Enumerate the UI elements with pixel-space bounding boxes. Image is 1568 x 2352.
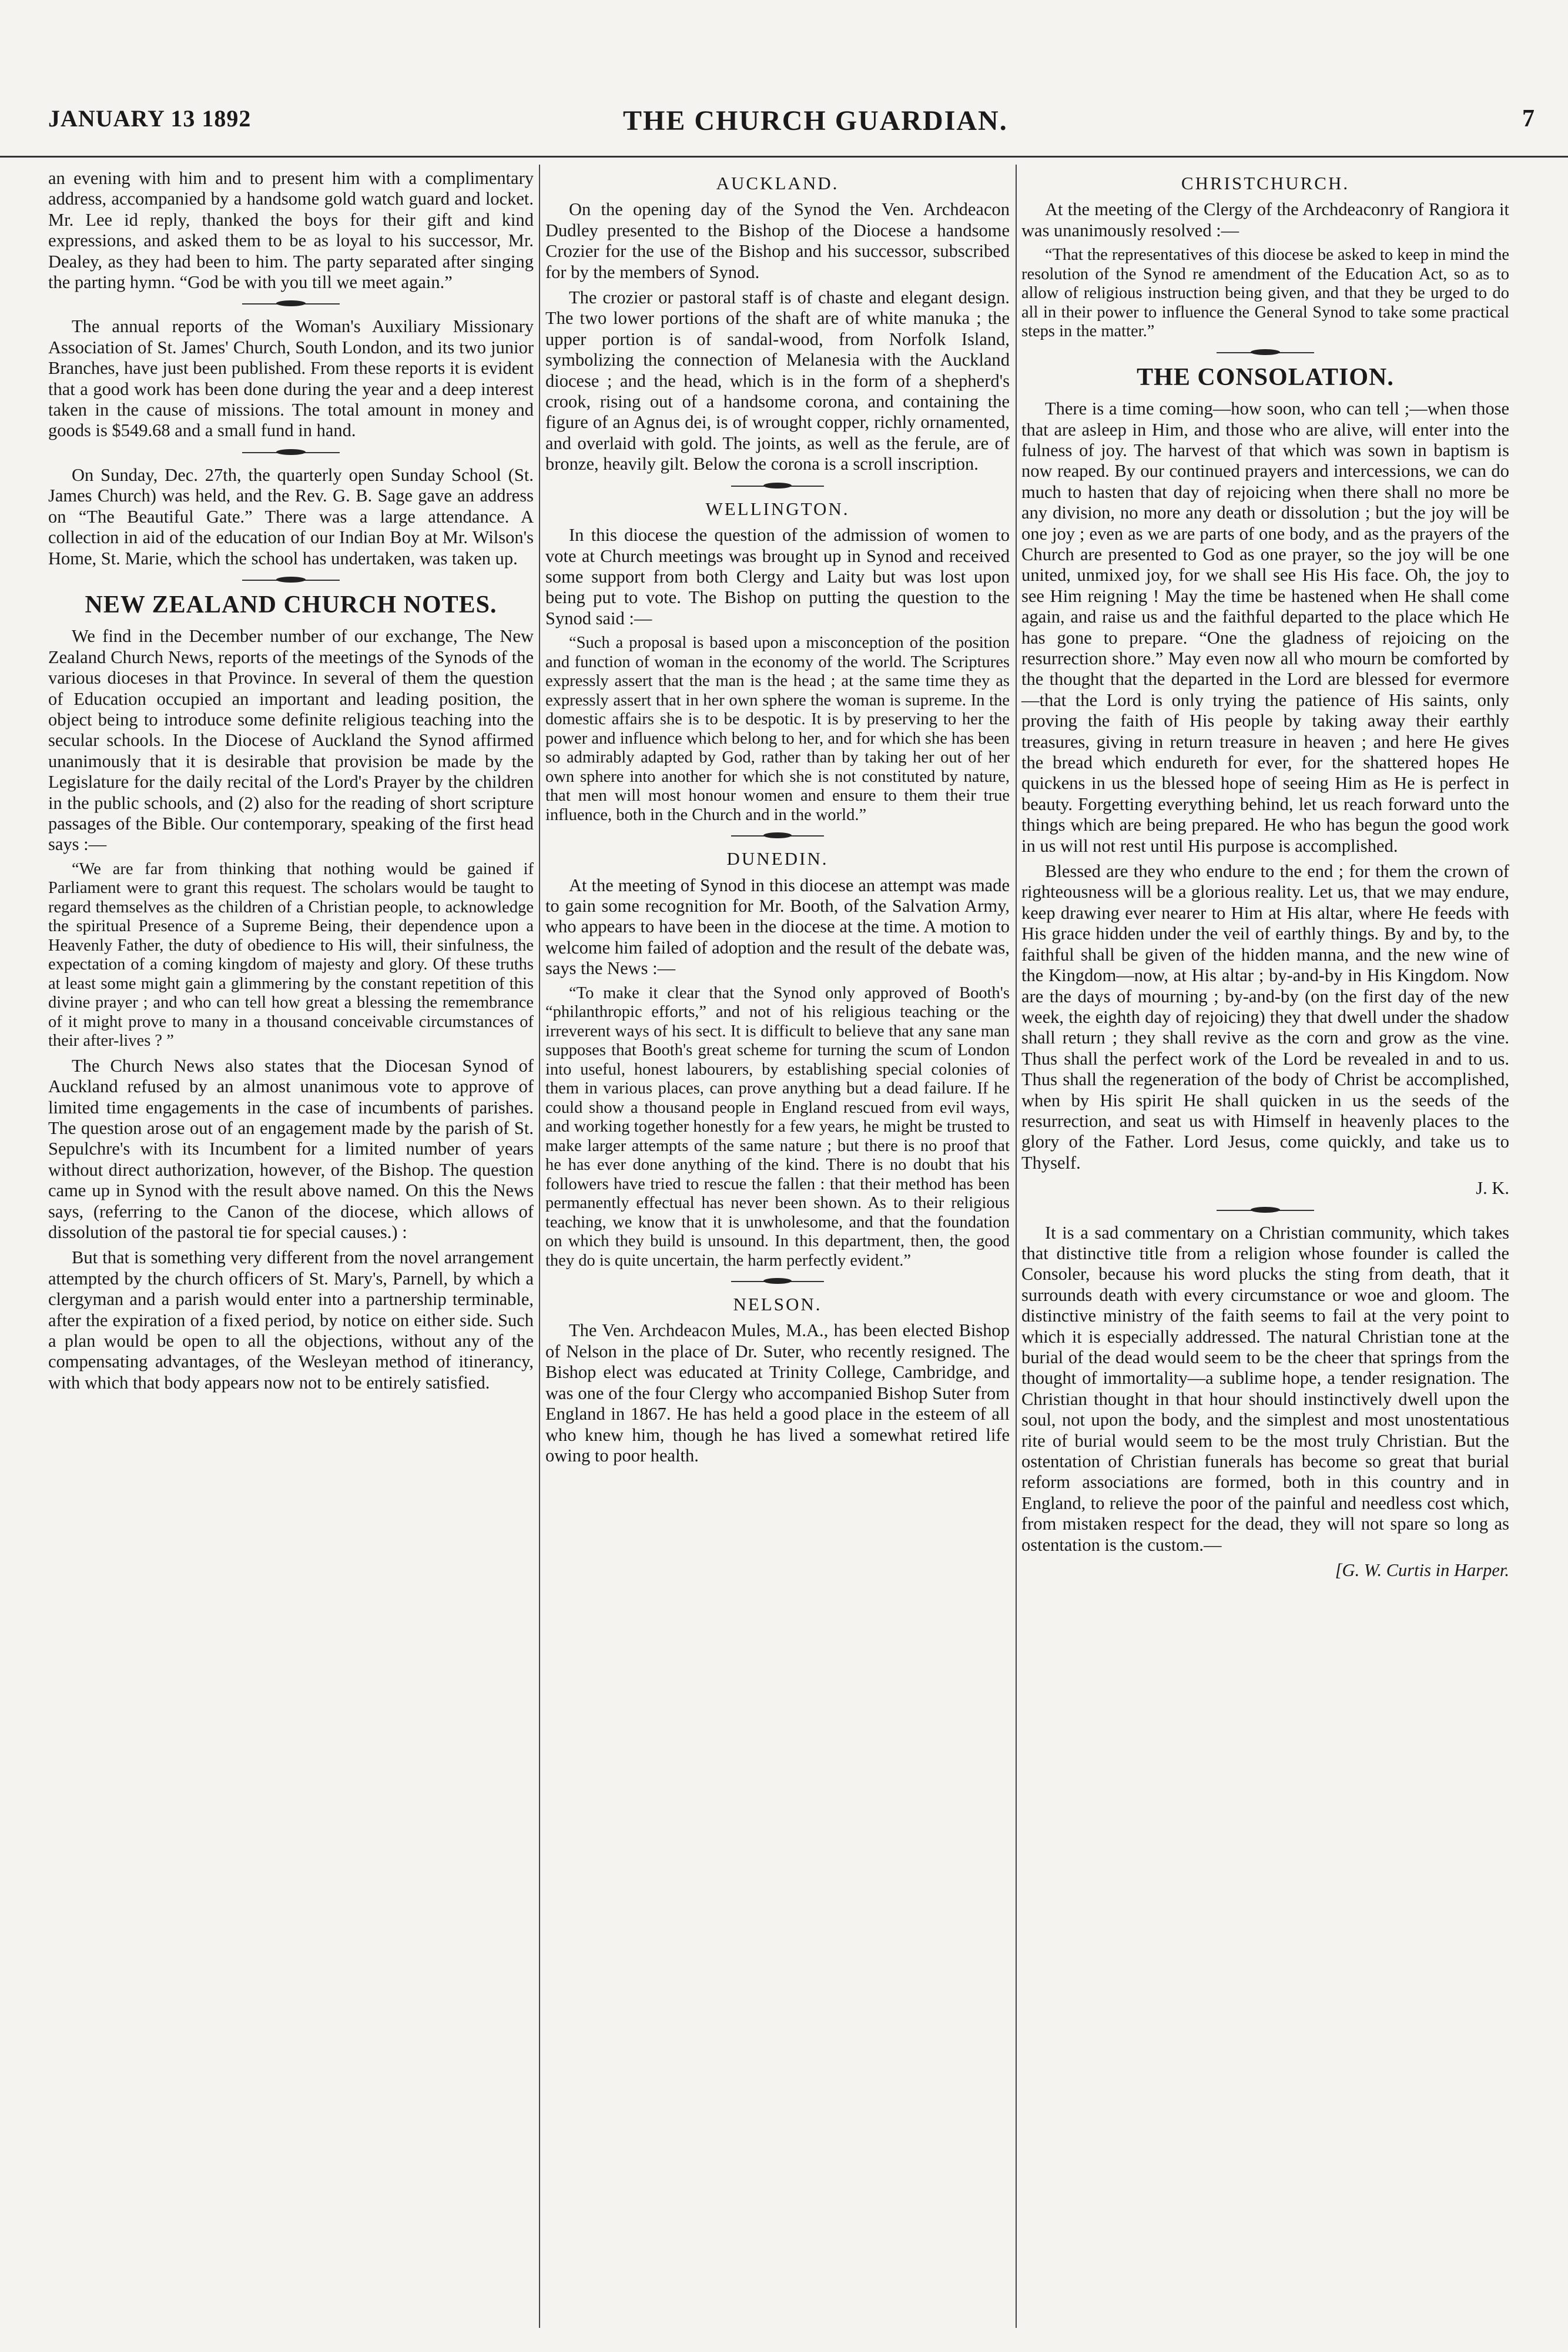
paragraph: On Sunday, Dec. 27th, the quarterly open Sunday School (St. James Church) was held, and the Rev. G. B. Sage gave an address on “The Beautiful Gate.” There was a large attendance. A collection in aid of the education of our Indian Boy at Mr. Wilson's Home, St. Marie, which the school has undertaken, was taken up. — [48, 464, 534, 568]
subheading-christchurch: CHRISTCHURCH. — [1181, 173, 1350, 193]
paragraph: an evening with him and to present him with a complimentary address, accompanied by a handsome gold watch guard and locket. Mr. Lee id reply, thanked the boys for their gift and kind expressions, and asked them to be as loyal to his successor, Mr. Dealey, as they had been to him. The party separated after singing the parting hymn. “God be with you till we meet again.” — [48, 168, 534, 293]
quotation: “We are far from thinking that nothing would be gained if Parliament were to grant this request. The scholars would be taught to regard themselves as the children of a Christian people, to acknowledge the spiritual Presence of a Supreme Being, their dependence upon a Heavenly Father, the duty of obedience to His will, their sinfulness, the expectation of a coming kingdom of majesty and glory. Of these truths at least some might gain a glimmering by the constant repetition of this divine prayer ; and who can tell how great a blessing the remembrance of it might prove to many in a thousand conceivable circumstances of their after-lives ? ” — [48, 859, 534, 1050]
column-1 — [48, 168, 534, 1398]
divider-ornament — [545, 829, 1010, 842]
column-rule — [1016, 165, 1017, 2328]
paragraph: We find in the December number of our exchange, The New Zealand Church News, reports of the meetings of the Synods of the various dioceses in that Province. In several of them the question of Education occupied an important and leading position, the object being to introduce some definite religious teaching into the secular schools. In the Diocese of Auckland the Synod affirmed unanimously that it is desirable that provision be made by the Legislature for the daily recital of the Lord's Prayer by the children in the public schools, and (2) also for the reading of short scripture passages of the Bible. Our contemporary, speaking of the first head says :— — [48, 626, 534, 855]
paragraph: The annual reports of the Woman's Auxiliary Missionary Association of St. James' Church, South London, and its two junior Branches, have just been published. From these reports it is evident that a good work has been done during the year and a deep interest taken in the cause of missions. The total amount in money and goods is $549.68 and a small fund in hand. — [48, 316, 534, 441]
divider-ornament — [1021, 1204, 1509, 1217]
paragraph: But that is something very different from the novel arrangement attempted by the church officers of St. Mary's, Parnell, by which a clergyman and a parish would enter into a partnership terminable, after the expiration of a fixed period, by notice on either side. Such a plan would be open to all the objections, without any of the compensating advantages, of the Wesleyan method of itinerancy, with which that body appears now not to be entirely satisfied. — [48, 1247, 534, 1393]
section-heading: NEW ZEALAND CHURCH NOTES. — [85, 591, 497, 618]
masthead — [0, 105, 1568, 141]
paragraph: There is a time coming—how soon, who can tell ;—when those that are asleep in Him, and those who are alive, will enter into the fulness of joy. The harvest of that which was sown in baptism is now reaped. By our continued prayers and intercessions, we can do much to hasten that day of rejoicing when there shall no more be any division, no more any death or dissolution ; but the joy will be one joy ; even as we are parts of one body, and as the prayers of the Church are presented to God as one prayer, so the joy will be one united, unmixed joy, for we shall see His His face. Oh, the joy to see Him reigning ! May the time be hastened when He shall come again, and raise us and the faithful departed to the place which He has gone to prepare. “One the gladness of rejoicing on the resurrection shore.” May even now all who mourn be comforted by the thought that the departed in the Lord are blessed for evermore—that the Lord is only trying the patience of His saints, only proving the faith of His people by taking away their earthly treasures, giving in return treasure in heaven ; and here He gives the bread which endureth for ever, for the shattered hopes He quickens in us the blessed hope of seeing Him as He is perfect in beauty. Forgetting everything behind, let us reach forward unto the things which are being prepared. He who has begun the good work in us will not rest until His purpose is accomplished. — [1021, 399, 1509, 856]
signature: J. K. — [1476, 1178, 1509, 1199]
subheading-auckland: AUCKLAND. — [716, 173, 839, 193]
paragraph: At the meeting of the Clergy of the Archdeaconry of Rangiora it was unanimously resolved :— — [1021, 199, 1509, 240]
paragraph: In this diocese the question of the admission of women to vote at Church meetings was brought up in Synod and received some support from both Clergy and Laity but was lost upon being put to vote. The Bishop on putting the question to the Synod said :— — [545, 525, 1010, 628]
quotation: “To make it clear that the Synod only approved of Booth's “philanthropic efforts,” and not of his religious teaching or the irreverent ways of his sect. It is difficult to believe that any sane man supposes that Booth's great scheme for turning the scum of London into useful, honest labourers, by establishing special colonies of them in various places, can prove anything but a dead failure. If he could show a thousand people in England rescued from evil ways, and working together honestly for a few years, he might be trusted to make larger attempts of the same nature ; but there is no proof that he has ever done anything of the kind. There is no doubt that his followers have tried to rescue the fallen : that their method has been permanently effectual has never been shown. As to their religious teaching, we know that it is unwholesome, and that the foundation on which they build is unsound. In this department, then, the good they do is quite uncertain, the harm perfectly evident.” — [545, 983, 1010, 1270]
divider-ornament — [48, 446, 534, 459]
column-3 — [1021, 168, 1509, 1585]
paragraph: At the meeting of Synod in this diocese an attempt was made to gain some recognition for Mr. Booth, of the Salvation Army, who appears to have been in the diocese at the time. A motion to welcome him failed of adoption and the result of the debate was, says the News :— — [545, 875, 1010, 979]
paragraph: On the opening day of the Synod the Ven. Archdeacon Dudley presented to the Bishop of the Diocese a handsome Crozier for the use of the Bishop and his successor, subscribed for by the members of Synod. — [545, 199, 1010, 282]
divider-ornament — [48, 574, 534, 587]
paragraph: Blessed are they who endure to the end ; for them the crown of righteousness will be a glorious reality. Let us, that we may endure, keep drawing ever nearer to Him at His altar, where He feeds with His grace hidden under the veil of earthly things. By and by, to the faithful shall be given of the hidden manna, and the new wine of the Kingdom—now, at His altar ; by-and-by in His Kingdom. Now are the days of mourning ; by-and-by (on the first day of the new week, the eighth day of rejoicing) they that dwell under the shadow shall return ; they shall revive as the corn and grow as the vine. Thus shall the perfect work of the Lord be revealed in and to us. Thus shall the regeneration of the body of Christ be accomplished, when by His spirit He shall quicken in us the seeds of the resurrection, and seat us with Himself in heavenly places to the glory of the Father. Lord Jesus, come quickly, and take us to Thyself. — [1021, 861, 1509, 1173]
masthead-rule — [0, 156, 1568, 158]
paragraph: The Church News also states that the Diocesan Synod of Auckland refused by an almost unanimous vote to approve of limited time engagements in the case of incumbents of parishes. The question arose out of an engagement made by the parish of St. Sepulchre's with its Incumbent for a limited number of years without direct authorization, however, of the Bishop. The question came up in Synod with the result above named. On this the News says, (referring to the Canon of the diocese, which allows of dissolution of the pastoral tie for special causes.) : — [48, 1055, 534, 1243]
divider-ornament — [545, 1275, 1010, 1288]
newspaper-title: THE CHURCH GUARDIAN. — [623, 105, 1008, 136]
column-2 — [545, 168, 1010, 1471]
quotation: “Such a proposal is based upon a misconception of the position and function of woman in the economy of the world. The Scriptures expressly assert that the man is the head ; at the same time they as expressly assert that in her own sphere the woman is supreme. In the domestic affairs she is to be despotic. It is by preserving to her the power and influence which belong to her, and for which she has been so admirably adapted by God, rather than by taking her out of her own sphere into another for which she is not constituted by nature, that men will most honour women and ensure to them their true influence, both in the Church and in the world.” — [545, 634, 1010, 824]
paragraph: The Ven. Archdeacon Mules, M.A., has been elected Bishop of Nelson in the place of Dr. Suter, who recently resigned. The Bishop elect was educated at Trinity College, Cambridge, and was one of the four Clergy who accompanied Bishop Suter from England in 1867. He has held a good place in the esteem of all who knew him, though he has lived a somewhat retired life owing to poor health. — [545, 1320, 1010, 1466]
subheading-nelson: NELSON. — [733, 1294, 822, 1315]
quotation: “That the representatives of this diocese be asked to keep in mind the resolution of the Synod re amendment of the Education Act, so as to allow of religious instruction being given, and that they be urged to do all in their power to influence the General Synod to take some practical steps in the matter.” — [1021, 246, 1509, 341]
subheading-dunedin: DUNEDIN. — [726, 848, 829, 869]
divider-ornament — [48, 297, 534, 310]
source-citation: [G. W. Curtis in Harper. — [1335, 1560, 1509, 1581]
paragraph: It is a sad commentary on a Christian community, which takes that distinctive title from a religion whose founder is called the Consoler, because his word plucks the sting from death, that it surrounds death with every circumstance or woe and gloom. The distinctive ministry of the faith seems to fail at the very point to which it is especially addressed. The natural Christian tone at the burial of the dead would seem to be the cheer that springs from the thought of immortality—a sublime hope, a tender resignation. The Christian thought in that hour should instinctively dwell upon the soul, not upon the body, and the simplest and most unostentatious rite of burial would seem to be the most truly Christian. But the ostentation of Christian funerals has become so great that burial reform associations are formed, both in this country and in England, to relieve the poor of the painful and needless cost which, from mistaken respect for the dead, they will not spare so long as ostentation is the custom.— — [1021, 1222, 1509, 1555]
section-heading: THE CONSOLATION. — [1137, 363, 1394, 391]
subheading-wellington: WELLINGTON. — [705, 498, 850, 519]
divider-ornament — [1021, 346, 1509, 359]
issue-date: JANUARY 13 1892 — [48, 105, 252, 132]
page-number: 7 — [1522, 105, 1535, 132]
divider-ornament — [545, 480, 1010, 493]
paragraph: The crozier or pastoral staff is of chaste and elegant design. The two lower portions of the shaft are of white manuka ; the upper portion is of sandal-wood, from Norfolk Island, symbolizing the connection of Melanesia with the Auckland diocese ; and the head, which is in the form of a shepherd's crook, rising out of a handsome corona, and containing the figure of an Agnus dei, is of wrought copper, richly ornamented, and overlaid with gold. The joints, as well as the ferule, are of bronze, heavily gilt. Below the corona is a scroll inscription. — [545, 287, 1010, 474]
column-rule — [539, 165, 540, 2328]
